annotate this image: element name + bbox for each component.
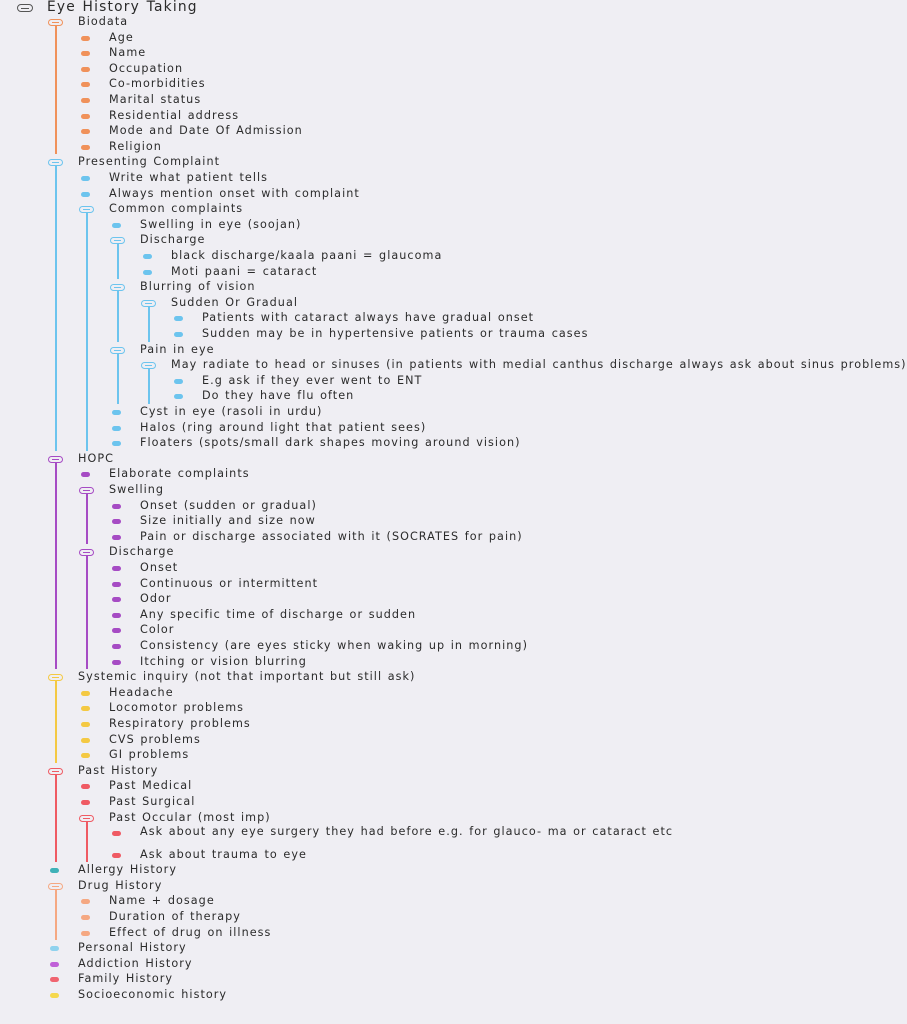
outline-item-headache[interactable] — [0, 687, 760, 703]
bullet-icon — [112, 660, 121, 665]
outline-item-label: Do they have flu often — [202, 389, 355, 403]
outline-item-respiratory-problems[interactable] — [0, 718, 760, 734]
outline-item-label: Biodata — [78, 15, 129, 28]
outline-item-label: Common complaints — [109, 202, 244, 216]
outline-group-discharge[interactable] — [0, 546, 760, 562]
collapse-toggle-icon[interactable] — [79, 487, 94, 494]
outline-group-discharge[interactable] — [0, 234, 760, 250]
outline-item-label: Presenting Complaint — [78, 155, 221, 169]
outline-item-label: GI problems — [109, 748, 190, 762]
bullet-icon — [174, 394, 183, 399]
outline-item-label: Addiction History — [78, 956, 193, 970]
branch-line — [55, 26, 57, 154]
bullet-icon — [112, 644, 121, 649]
outline-item-duration-of-therapy[interactable] — [0, 911, 760, 927]
outline-item-continuous-or-intermittent[interactable] — [0, 578, 760, 594]
bullet-icon — [81, 753, 90, 758]
collapse-toggle-icon[interactable] — [17, 4, 33, 12]
bullet-icon — [112, 504, 121, 509]
outline-item-label: Patients with cataract always have gradual onset — [202, 311, 535, 325]
outline-item-label: Ask about trauma to eye — [140, 847, 307, 861]
outline-item-halos-ring-around-light-that-patient-see[interactable] — [0, 422, 760, 438]
outline-item-co-morbidities[interactable] — [0, 78, 760, 94]
outline-group-presenting-complaint[interactable] — [0, 156, 760, 172]
outline-item-label: May radiate to head or sinuses (in patients with medial canthus discharge always ask about sinus problems) — [171, 358, 907, 372]
outline-item-label: HOPC — [78, 451, 114, 465]
bullet-icon — [50, 993, 59, 998]
bullet-icon — [112, 597, 121, 602]
outline-group-may-radiate-to-head-or-sinuses-in-patien[interactable] — [0, 358, 907, 375]
branch-line — [86, 822, 88, 863]
outline-item-label: Socioeconomic history — [78, 987, 228, 1001]
outline-item-label: Age — [109, 30, 134, 44]
branch-line — [55, 166, 57, 450]
bullet-icon — [81, 192, 90, 197]
outline-item-label: Onset — [140, 561, 179, 574]
outline-item-label: Sudden may be in hypertensive patients or trauma cases — [202, 327, 589, 340]
outline-item-label: Duration of therapy — [109, 909, 241, 923]
bullet-icon — [81, 800, 90, 805]
bullet-icon — [112, 519, 121, 524]
outline-item-label: Odor — [140, 592, 172, 606]
outline-item-label: Blurring of vision — [140, 280, 256, 294]
bullet-icon — [112, 441, 121, 446]
collapse-toggle-icon[interactable] — [48, 456, 63, 463]
bullet-icon — [112, 566, 121, 571]
outline-item-name-dosage[interactable] — [0, 895, 760, 911]
bullet-icon — [112, 426, 121, 431]
outline-item-label: Size initially and size now — [140, 514, 316, 528]
outline-item-locomotor-problems[interactable] — [0, 702, 760, 718]
outline-item-label: Swelling in eye (soojan) — [140, 217, 302, 231]
outline-item-label: black discharge/kaala paani = glaucoma — [171, 249, 443, 262]
bullet-icon — [81, 706, 90, 711]
outline-item-label: E.g ask if they ever went to ENT — [202, 373, 423, 387]
collapse-toggle-icon[interactable] — [48, 768, 63, 775]
outline-group-common-complaints[interactable] — [0, 203, 760, 219]
bullet-icon — [112, 582, 121, 587]
bullet-icon — [112, 535, 121, 540]
bullet-icon — [81, 145, 90, 150]
outline-item-residential-address[interactable] — [0, 110, 760, 126]
bullet-icon — [81, 176, 90, 181]
outline-item-past-surgical[interactable] — [0, 796, 760, 812]
outline-item-color[interactable] — [0, 624, 760, 640]
outline-item-label: Past Occular (most imp) — [109, 810, 271, 824]
branch-line — [55, 463, 57, 669]
outline-group-biodata[interactable] — [0, 16, 760, 32]
outline-item-patients-with-cataract-always-have-gradu[interactable] — [0, 312, 760, 328]
outline-group-past-history[interactable] — [0, 765, 760, 781]
bullet-icon — [174, 379, 183, 384]
bullet-icon — [50, 946, 59, 951]
bullet-icon — [112, 410, 121, 415]
outline-item-consistency-are-eyes-sticky-when-waking-[interactable] — [0, 640, 760, 656]
outline-item-elaborate-complaints[interactable] — [0, 468, 760, 484]
outline-item-label: Onset (sudden or gradual) — [140, 498, 317, 512]
bullet-icon — [112, 613, 121, 618]
outline-item-label: Always mention onset with complaint — [109, 186, 360, 200]
branch-line — [117, 291, 119, 341]
outline-item-label: Headache — [109, 685, 174, 699]
collapse-toggle-icon[interactable] — [79, 815, 94, 822]
outline-item-label: Pain or discharge associated with it (SOCRATES for pain) — [140, 529, 523, 543]
bullet-icon — [112, 628, 121, 633]
outline-item-marital-status[interactable] — [0, 94, 760, 110]
collapse-toggle-icon[interactable] — [79, 206, 94, 213]
bullet-icon — [81, 738, 90, 743]
branch-line — [148, 369, 150, 404]
outline-item-always-mention-onset-with-complaint[interactable] — [0, 188, 760, 204]
outline-item-label: Color — [140, 623, 175, 637]
outline-item-label: Marital status — [109, 93, 202, 106]
outline-item-label: Discharge — [140, 233, 206, 247]
collapse-toggle-icon[interactable] — [48, 159, 63, 166]
branch-line — [55, 681, 57, 763]
outline-group-sudden-or-gradual[interactable] — [0, 297, 760, 313]
outline-item-label: Itching or vision blurring — [140, 654, 307, 668]
bullet-icon — [81, 67, 90, 72]
collapse-toggle-icon[interactable] — [141, 300, 156, 307]
outline-item-black-discharge-kaala-paani-glaucoma[interactable] — [0, 250, 760, 266]
outline-item-label: Allergy History — [78, 863, 177, 877]
branch-line — [55, 890, 57, 940]
outline-item-label: Name + dosage — [109, 894, 215, 908]
outline-item-label: Ask about any eye surgery they had before e.g. for glauco- ma or cataract etc — [140, 825, 674, 839]
outline-item-label: Halos (ring around light that patient sees) — [140, 420, 427, 434]
outline-item-label: Pain in eye — [140, 342, 215, 356]
outline-item-swelling-in-eye-soojan[interactable] — [0, 219, 760, 235]
bullet-icon — [81, 915, 90, 920]
collapse-toggle-icon[interactable] — [79, 549, 94, 556]
collapse-toggle-icon[interactable] — [141, 362, 156, 369]
bullet-icon — [81, 36, 90, 41]
outline-item-label: Past Medical — [109, 779, 193, 793]
outline-item-label: Name — [109, 46, 147, 60]
outline-item-onset[interactable] — [0, 562, 760, 578]
outline-item-mode-and-date-of-admission[interactable] — [0, 125, 760, 141]
outline-group-pain-in-eye[interactable] — [0, 344, 760, 360]
outline-item-religion[interactable] — [0, 141, 760, 157]
outline-item-label: Effect of drug on illness — [109, 925, 272, 939]
outline-item-label: Swelling — [109, 483, 165, 496]
outline-item-occupation[interactable] — [0, 63, 760, 79]
outline-item-odor[interactable] — [0, 593, 760, 609]
outline-item-effect-of-drug-on-illness[interactable] — [0, 927, 760, 943]
outline-item-label: Write what patient tells — [109, 171, 269, 184]
collapse-toggle-icon[interactable] — [48, 883, 63, 890]
collapse-toggle-icon[interactable] — [48, 674, 63, 681]
outline-item-label: Elaborate complaints — [109, 467, 250, 481]
outline-item-size-initially-and-size-now[interactable] — [0, 515, 760, 531]
outline-item-label: Systemic inquiry (not that important but still ask) — [78, 670, 416, 684]
outline-group-hopc[interactable] — [0, 453, 760, 469]
outline-item-label: Continuous or intermittent — [140, 576, 319, 590]
outline-item-label: Respiratory problems — [109, 717, 251, 730]
outline-item-label: Floaters (spots/small dark shapes moving around vision) — [140, 436, 521, 450]
outline-group-blurring-of-vision[interactable] — [0, 281, 760, 297]
outline-item-label: Consistency (are eyes sticky when waking up in morning) — [140, 639, 528, 652]
bullet-icon — [112, 831, 121, 836]
outline-item-pain-or-discharge-associated-with-it-soc[interactable] — [0, 531, 760, 547]
collapse-toggle-icon[interactable] — [110, 284, 125, 291]
collapse-toggle-icon[interactable] — [48, 19, 63, 26]
branch-line — [117, 244, 119, 279]
branch-line — [86, 213, 88, 451]
outline-item-do-they-have-flu-often[interactable] — [0, 390, 760, 406]
outline-item-label: Past Surgical — [109, 795, 196, 808]
outline-item-label: Sudden Or Gradual — [171, 295, 299, 309]
bullet-icon — [81, 114, 90, 119]
outline-item-label: Past History — [78, 763, 159, 777]
page-title: Eye History Taking — [47, 0, 198, 15]
bullet-icon — [81, 472, 90, 477]
outline-item-cvs-problems[interactable] — [0, 734, 760, 750]
branch-line — [148, 307, 150, 342]
outline-item-any-specific-time-of-discharge-or-sudden[interactable] — [0, 609, 760, 625]
bullet-icon — [143, 254, 152, 259]
bullet-icon — [81, 931, 90, 936]
bullet-icon — [50, 868, 59, 873]
outline-item-gi-problems[interactable] — [0, 749, 760, 765]
branch-line — [86, 494, 88, 544]
outline-item-label: Personal History — [78, 941, 187, 955]
bullet-icon — [174, 316, 183, 321]
bullet-icon — [112, 853, 121, 858]
bullet-icon — [81, 784, 90, 789]
bullet-icon — [112, 223, 121, 228]
outline-group-systemic-inquiry-not-that-important-but-[interactable] — [0, 671, 760, 687]
bullet-icon — [81, 691, 90, 696]
outline-item-write-what-patient-tells[interactable] — [0, 172, 760, 188]
outline-item-label: Locomotor problems — [109, 701, 245, 715]
outline-item-socioeconomic-history[interactable] — [0, 989, 760, 1005]
outline-item-label: Residential address — [109, 108, 240, 122]
outline-item-itching-or-vision-blurring[interactable] — [0, 656, 760, 672]
outline-item-personal-history[interactable] — [0, 942, 760, 958]
outline-item-ask-about-trauma-to-eye[interactable] — [0, 849, 760, 865]
outline-item-label: Mode and Date Of Admission — [109, 124, 303, 138]
outline-item-label: Occupation — [109, 61, 184, 75]
branch-line — [55, 775, 57, 862]
bullet-icon — [174, 332, 183, 337]
outline-item-floaters-spots-small-dark-shapes-moving-[interactable] — [0, 437, 760, 453]
outline-item-label: Moti paani = cataract — [171, 264, 318, 278]
branch-line — [86, 556, 88, 669]
bullet-icon — [143, 270, 152, 275]
outline-item-sudden-may-be-in-hypertensive-patients-o[interactable] — [0, 328, 760, 344]
outline-item-past-medical[interactable] — [0, 780, 760, 796]
bullet-icon — [50, 962, 59, 967]
outline-item-onset-sudden-or-gradual[interactable] — [0, 500, 760, 516]
outline-item-cyst-in-eye-rasoli-in-urdu[interactable] — [0, 406, 760, 422]
outline-item-label: CVS problems — [109, 732, 201, 746]
outline-item-addiction-history[interactable] — [0, 958, 760, 974]
outline-item-label: Co-morbidities — [109, 77, 206, 91]
branch-line — [117, 354, 119, 404]
outline-item-label: Discharge — [109, 545, 175, 559]
collapse-toggle-icon[interactable] — [110, 347, 125, 354]
bullet-icon — [81, 722, 90, 727]
bullet-icon — [81, 129, 90, 134]
bullet-icon — [81, 51, 90, 56]
bullet-icon — [81, 82, 90, 87]
outline-item-label: Religion — [109, 139, 162, 153]
outline-item-label: Family History — [78, 972, 174, 986]
outline-item-label: Cyst in eye (rasoli in urdu) — [140, 405, 323, 418]
bullet-icon — [50, 977, 59, 982]
outline-item-moti-paani-cataract[interactable] — [0, 266, 760, 282]
bullet-icon — [81, 899, 90, 904]
outline-item-label: Any specific time of discharge or sudden — [140, 607, 417, 621]
outline-item-ask-about-any-eye-surgery-they-had-befor[interactable] — [0, 827, 760, 848]
outline-item-label: Drug History — [78, 878, 163, 892]
outline-item-age[interactable] — [0, 32, 760, 48]
outline-item-name[interactable] — [0, 47, 760, 63]
outline-group-drug-history[interactable] — [0, 880, 760, 896]
outline-item-e-g-ask-if-they-ever-went-to-ent[interactable] — [0, 375, 760, 391]
outline-group-swelling[interactable] — [0, 484, 760, 500]
bullet-icon — [81, 98, 90, 103]
outline-root[interactable] — [0, 1, 760, 16]
outline-item-allergy-history[interactable] — [0, 864, 760, 880]
collapse-toggle-icon[interactable] — [110, 237, 125, 244]
outline-item-family-history[interactable] — [0, 973, 760, 989]
